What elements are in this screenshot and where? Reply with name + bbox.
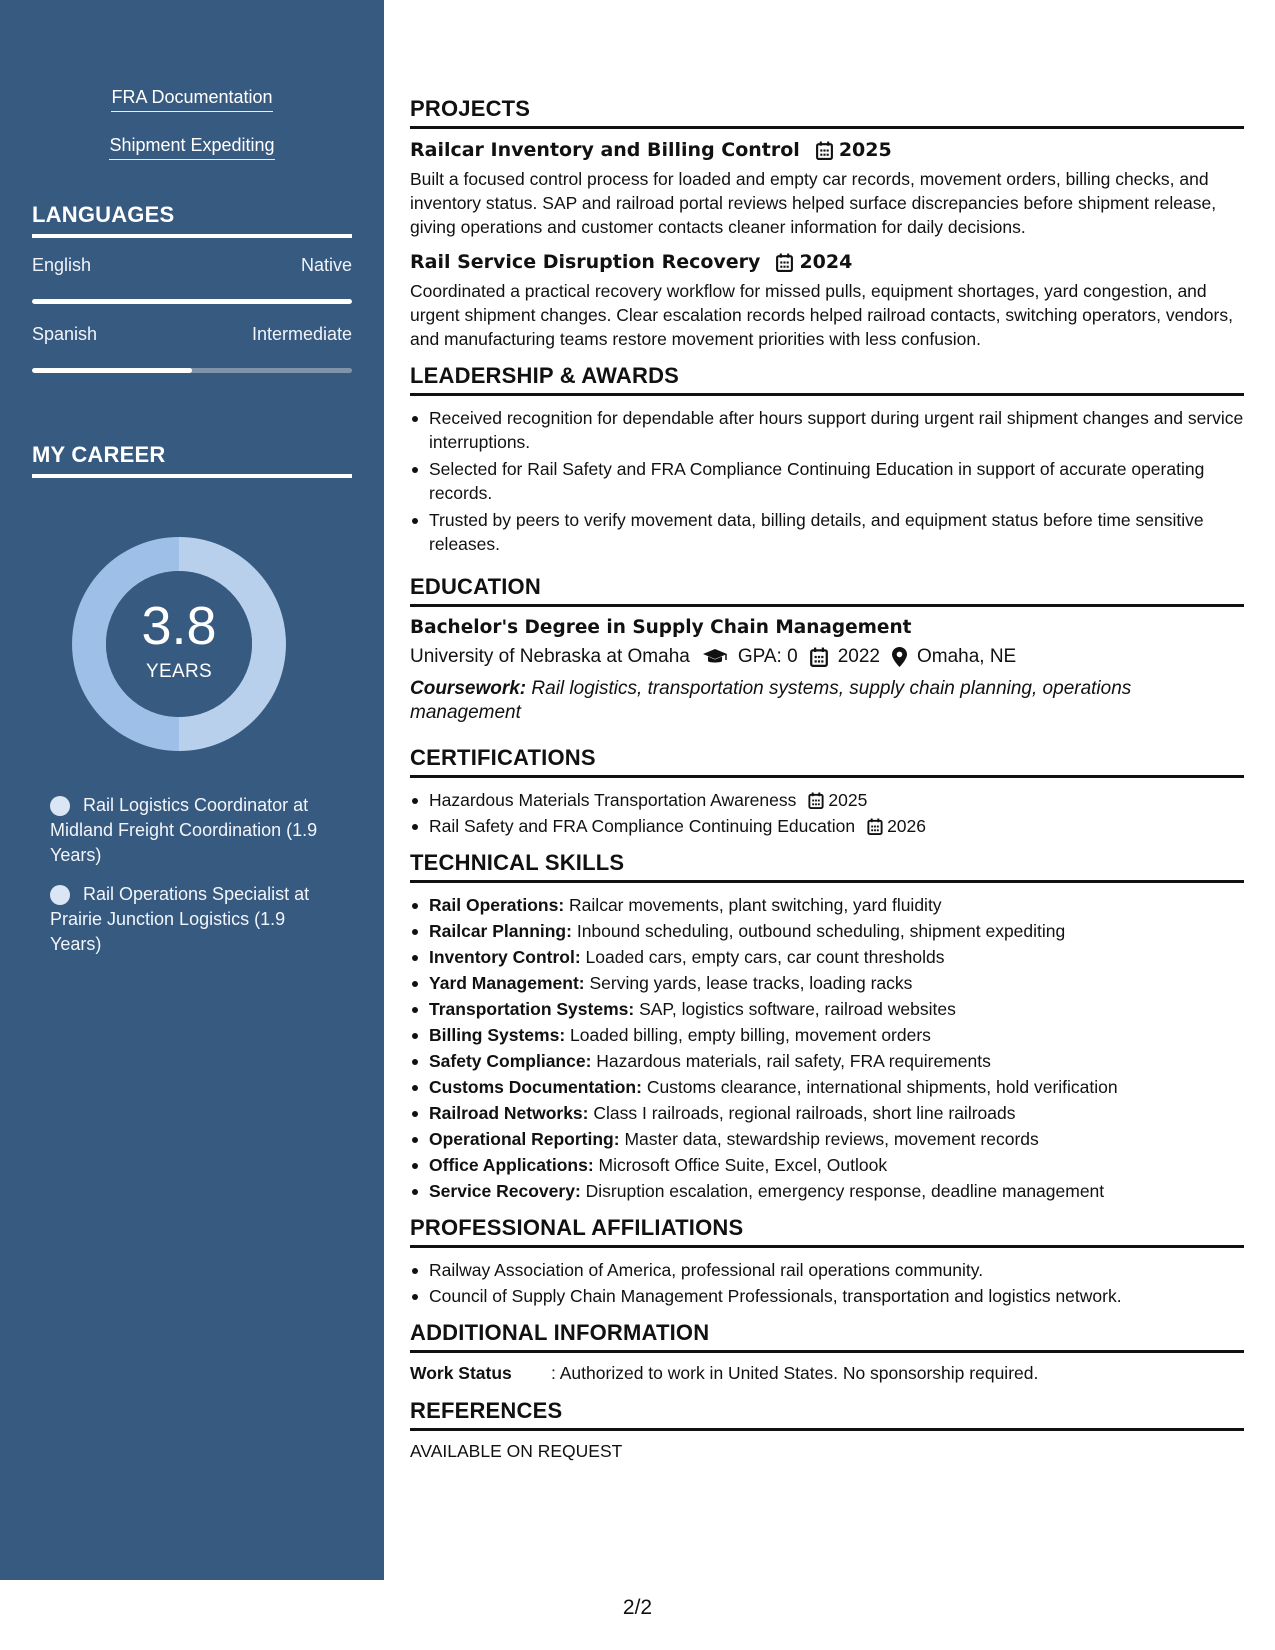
career-heading: MY CAREER <box>32 442 352 478</box>
skill-links <box>0 87 384 183</box>
additional-info-section <box>410 1320 1244 1384</box>
cert-year: 2026 <box>887 816 927 836</box>
career-item <box>50 882 340 957</box>
skill-name: Operational Reporting: <box>429 1129 620 1149</box>
education-location: Omaha, NE <box>916 646 1017 667</box>
section-title: PROFESSIONAL AFFILIATIONS <box>410 1215 1244 1248</box>
list-item <box>410 893 1244 917</box>
graduation-cap-icon <box>702 648 728 666</box>
skill-value: Serving yards, lease tracks, loading racks <box>589 973 913 993</box>
calendar-icon <box>808 792 824 809</box>
certifications-section <box>410 745 1244 838</box>
skill-name: Yard Management: <box>429 973 585 993</box>
list-item: Received recognition for dependable after hours support during urgent rail shipment changes and service interruptions. <box>410 406 1244 454</box>
coursework <box>410 677 1244 725</box>
skill-name: Office Applications: <box>429 1155 594 1175</box>
list-item: Council of Supply Chain Management Professionals, transportation and logistics network. <box>410 1284 1244 1308</box>
projects-section <box>410 96 1244 351</box>
list-item <box>410 919 1244 943</box>
section-title: ADDITIONAL INFORMATION <box>410 1320 1244 1353</box>
coursework-text: Rail logistics, transportation systems, supply chain planning, operations management <box>410 678 1132 723</box>
technical-skills-section <box>410 850 1244 1203</box>
education-section <box>410 574 1244 725</box>
skill-value: Disruption escalation, emergency response, deadline management <box>585 1181 1105 1201</box>
skill-name: Railcar Planning: <box>429 921 572 941</box>
calendar-icon <box>816 141 833 160</box>
list-item <box>410 1049 1244 1073</box>
list-item <box>410 945 1244 969</box>
cert-year: 2025 <box>828 790 868 810</box>
skill-name: Service Recovery: <box>429 1181 581 1201</box>
sidebar <box>0 0 384 1580</box>
list-item <box>410 1023 1244 1047</box>
section-title: TECHNICAL SKILLS <box>410 850 1244 883</box>
work-status-value: : Authorized to work in United States. No sponsorship required. <box>551 1363 1039 1383</box>
list-item <box>410 1127 1244 1151</box>
language-bar-fill <box>32 299 352 304</box>
leadership-list <box>410 406 1244 556</box>
career-item-text: Rail Operations Specialist at Prairie Junction Logistics (1.9 Years) <box>50 884 310 954</box>
skill-name: Transportation Systems: <box>429 999 635 1019</box>
career-total-value: 3.8 <box>141 596 217 656</box>
affiliations-section <box>410 1215 1244 1308</box>
language-level: Intermediate <box>251 324 352 344</box>
main-content <box>410 96 1244 1474</box>
graduation-year: 2022 <box>837 646 880 667</box>
project-title: Railcar Inventory and Billing Control <box>410 139 800 161</box>
section-title: REFERENCES <box>410 1398 1244 1431</box>
affiliations-list <box>410 1258 1244 1308</box>
project-title: Rail Service Disruption Recovery <box>410 251 761 273</box>
leadership-section <box>410 363 1244 556</box>
work-status-label: Work Status <box>410 1363 512 1383</box>
gpa: GPA: 0 <box>737 646 798 667</box>
language-bar-fill <box>32 368 192 373</box>
language-bar-spanish <box>32 368 352 373</box>
coursework-label: Coursework: <box>410 678 527 699</box>
skill-name: Railroad Networks: <box>429 1103 589 1123</box>
list-item <box>410 997 1244 1021</box>
project-description: Coordinated a practical recovery workflow for missed pulls, equipment shortages, yard congestion, and urgent shipment changes. Clear escalation records helped railroad contacts, switching operators, vendors, and manufacturing teams restore movement priorities with less confusion. <box>410 281 1233 349</box>
list-item <box>410 1179 1244 1203</box>
calendar-icon <box>810 647 828 667</box>
section-title: EDUCATION <box>410 574 1244 607</box>
skill-link-shipment-expediting[interactable]: Shipment Expediting <box>109 135 274 160</box>
skill-name: Rail Operations: <box>429 895 565 915</box>
list-item <box>410 1075 1244 1099</box>
skill-value: Class I railroads, regional railroads, short line railroads <box>593 1103 1016 1123</box>
cert-name: Hazardous Materials Transportation Awareness <box>429 790 797 810</box>
language-name: Spanish <box>32 324 98 344</box>
career-item-text: Rail Logistics Coordinator at Midland Freight Coordination (1.9 Years) <box>50 795 318 865</box>
donut-center <box>66 531 292 757</box>
list-item <box>410 971 1244 995</box>
section-title: PROJECTS <box>410 96 1244 129</box>
references-text: AVAILABLE ON REQUEST <box>410 1441 623 1461</box>
section-title: CERTIFICATIONS <box>410 745 1244 778</box>
project-header <box>410 139 1244 161</box>
career-list <box>50 793 340 971</box>
skill-name: Customs Documentation: <box>429 1077 642 1097</box>
list-item: Selected for Rail Safety and FRA Compliance Continuing Education in support of accurate operating records. <box>410 457 1244 505</box>
calendar-icon <box>867 818 883 835</box>
skill-value: Loaded cars, empty cars, car count thresholds <box>585 947 945 967</box>
skill-value: Customs clearance, international shipments, hold verification <box>646 1077 1118 1097</box>
language-name: English <box>32 255 92 275</box>
career-donut-chart <box>66 531 292 757</box>
project-year: 2024 <box>799 251 853 273</box>
technical-skills-list <box>410 893 1244 1203</box>
language-bar-english <box>32 299 352 304</box>
list-item <box>410 814 1244 838</box>
list-item: Railway Association of America, professional rail operations community. <box>410 1258 1244 1282</box>
skill-value: SAP, logistics software, railroad websites <box>639 999 956 1019</box>
list-item <box>410 788 1244 812</box>
skill-value: Microsoft Office Suite, Excel, Outlook <box>598 1155 888 1175</box>
skill-name: Billing Systems: <box>429 1025 566 1045</box>
skill-value: Hazardous materials, rail safety, FRA requirements <box>596 1051 991 1071</box>
career-item <box>50 793 340 868</box>
certifications-list <box>410 788 1244 838</box>
location-pin-icon <box>892 647 907 667</box>
references-section <box>410 1398 1244 1462</box>
language-level: Native <box>300 255 352 275</box>
skill-name: Safety Compliance: <box>429 1051 592 1071</box>
career-total-unit: YEARS <box>146 661 212 682</box>
language-row-english <box>32 255 352 276</box>
skill-value: Railcar movements, plant switching, yard fluidity <box>569 895 942 915</box>
work-status-row <box>410 1363 1244 1384</box>
list-item: Trusted by peers to verify movement data, billing details, and equipment status before time sensitive releases. <box>410 508 1244 556</box>
calendar-icon <box>776 253 793 272</box>
section-title: LEADERSHIP & AWARDS <box>410 363 1244 396</box>
languages-heading: LANGUAGES <box>32 202 352 238</box>
career-dot-icon <box>50 885 70 905</box>
education-meta <box>410 646 1244 668</box>
cert-name: Rail Safety and FRA Compliance Continuing Education <box>429 816 856 836</box>
school-name: University of Nebraska at Omaha <box>410 646 690 667</box>
skill-value: Inbound scheduling, outbound scheduling, shipment expediting <box>576 921 1066 941</box>
page-number: 2/2 <box>622 1596 653 1619</box>
list-item <box>410 1101 1244 1125</box>
skill-link-fra-documentation[interactable]: FRA Documentation <box>111 87 272 112</box>
degree-title: Bachelor's Degree in Supply Chain Management <box>410 617 912 638</box>
language-row-spanish <box>32 324 352 345</box>
project-year: 2025 <box>838 139 892 161</box>
project-header <box>410 251 1244 273</box>
skill-value: Master data, stewardship reviews, movement records <box>624 1129 1039 1149</box>
list-item <box>410 1153 1244 1177</box>
skill-value: Loaded billing, empty billing, movement orders <box>570 1025 931 1045</box>
project-description: Built a focused control process for loaded and empty car records, movement orders, billing checks, and inventory status. SAP and railroad portal reviews helped surface discrepancies before shipment release, giving operations and customer contacts cleaner information for daily decisions. <box>410 169 1217 237</box>
career-dot-icon <box>50 796 70 816</box>
skill-name: Inventory Control: <box>429 947 581 967</box>
